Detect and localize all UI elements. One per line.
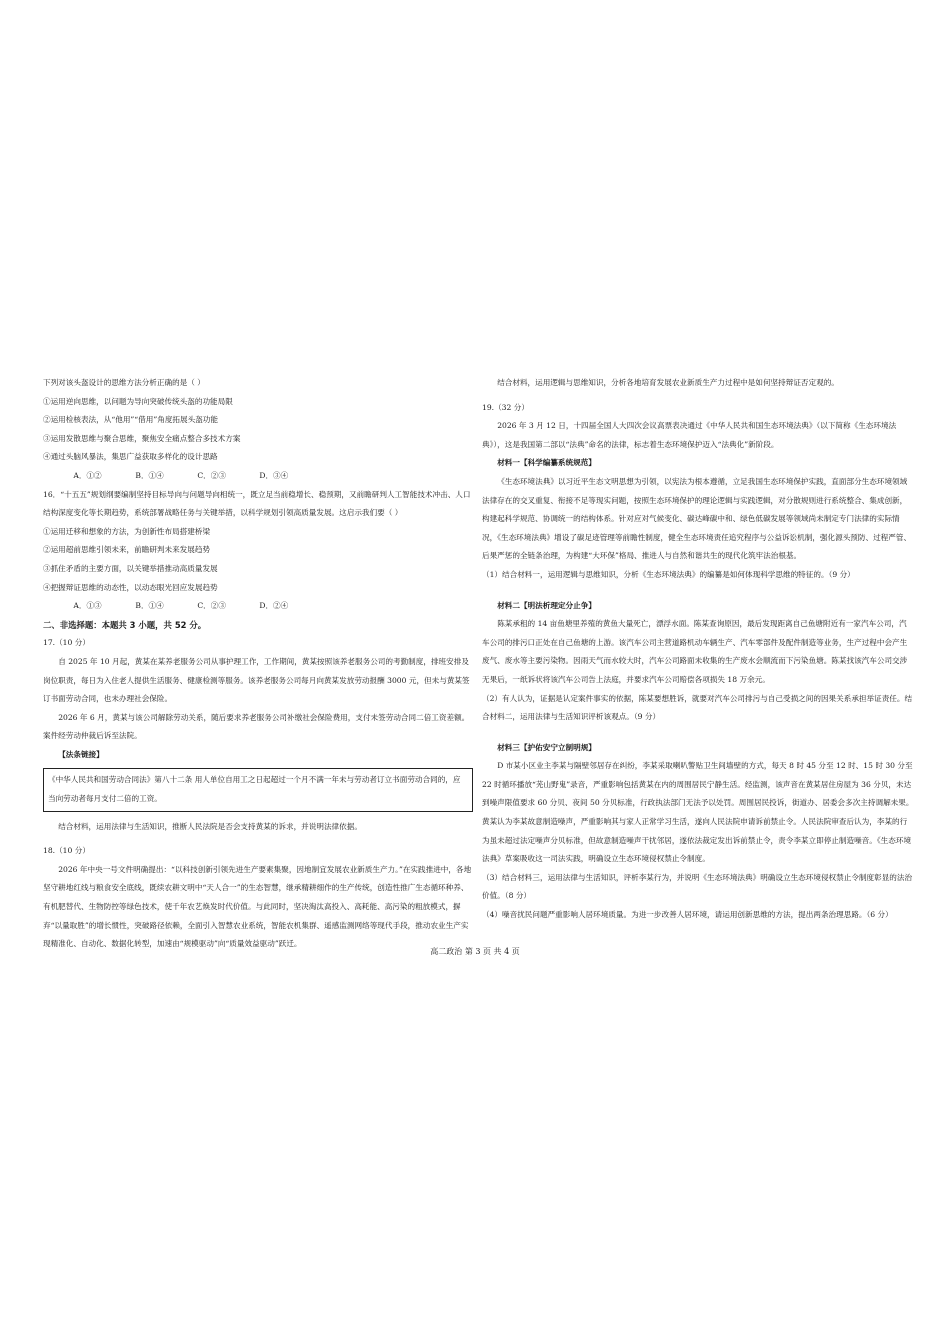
q15-option-3: ③运用发散思维与聚合思维，聚焦安全痛点整合多技术方案 <box>43 433 241 443</box>
q15-stem: 下列对该头盔设计的思维方法分析正确的是（ ） <box>43 378 205 387</box>
q19-sub-3: （3）结合材料三，运用法律与生活知识，评析李某行为，并说明《生态环境法典》明确设立生态环境侵权禁止令制度彰显的法治价值。（8 分） <box>482 872 913 901</box>
q18-paragraph-1: 2026 年中央一号文件明确提出：“以科技创新引领先进生产要素集聚，因地制宜发展农业新质生产力。”在实践推进中，各地坚守耕地红线与粮食安全底线，既续农耕文明中“天人合一”的生态智慧，继承精耕细作的生产传统，创造性推广生态循环种养、有机肥替代、生物防控等绿色技术，使千年农艺焕发时代价值。与此同时，坚决淘汰高投入、高耗能、高污染的粗放模式，摒弃“以量取胜”的增长惯性，突破路径依赖，全面引入智慧农业系统，智能农机集群、遥感监测网络等现代手段，推动农业生产实现精准化、自动化、数据化转型，加速由“规模驱动”向“质量效益驱动”跃迁。 <box>43 864 472 949</box>
material-1-text: 《生态环境法典》以习近平生态文明思想为引领，以宪法为根本遵循，立足我国生态环境保护实践，直面部分生态环境领域法律存在的交叉重复、衔接不足等现实问题，按照生态环境保护的理论逻辑与实践逻辑，对分散规则进行系统整合、集成创新，构建起科学规范、协调统一的结构体系。针对应对气候变化、碳达峰碳中和、绿色低碳发展等领域尚未制定专门法律的实际情况，《生态环境法典》增设了碳足迹管理等前瞻性制度，健全生态环境责任追究程序与公益诉讼机制，强化源头预防、过程严管、后果严惩的全链条治理，为构建“大环保”格局、推进人与自然和谐共生的现代化筑牢法治根基。 <box>482 476 912 561</box>
q16-choice-d: D．②④ <box>259 601 289 611</box>
q16-option-4: ④把握辩证思维的动态性，以动态眼光回应发展趋势 <box>43 582 218 592</box>
material-3-title: 材料三【护佑安宁立制明规】 <box>497 742 596 752</box>
section-heading: 二、非选择题：本题共 3 小题，共 52 分。 <box>43 619 207 630</box>
q19-paragraph-1: 2026 年 3 月 12 日，十四届全国人大四次会议高票表决通过《中华人民共和国生态环境法典》（以下简称《生态环境法典》），这是我国第二部以“法典”命名的法律，标志着生态环境保护迈入“法典化”新阶段。 <box>482 421 897 449</box>
material-2-title: 材料二【明法析理定分止争】 <box>497 600 596 610</box>
q15-choice-a: A．①② <box>73 470 102 480</box>
q16-option-1: ①运用迁移和想象的方法，为创新性布局搭建桥梁 <box>43 526 211 536</box>
q18-heading: 18.（10 分） <box>43 846 90 856</box>
q16-choice-c: C．②③ <box>197 601 226 611</box>
q19-heading: 19.（32 分） <box>482 402 529 412</box>
q15-option-1: ①运用逆向思维，以问题为导向突破传统头盔的功能局限 <box>43 396 233 406</box>
q16-option-2: ②运用超前思维引领未来，前瞻研判未来发展趋势 <box>43 545 211 555</box>
q15-choice-c: C．②③ <box>197 470 226 480</box>
q17-law-box <box>43 768 473 811</box>
material-3-text: D 市某小区业主李某与隔壁邻居存在纠纷，李某采取喇叭警贴卫生间墙壁的方式，每天 8 时 45 分至 12 时、15 时 30 分至 22 时循环播放“芜山野鬼”录音，严重影响包括黄某在内的周围居民宁静生活。经监测，该声音在黄某居住房屋为 36 分贝，未达到噪声限值要求 60 分贝、夜间 50 分贝标准，行政执法部门无法予以处罚。周围居民投诉，街道办、居委会多次主持调解未果。黄某认为李某故意制造噪声，严重影响其与家人正常学习生活，遂向人民法院申请诉前禁止令。人民法院审查后认为，李某的行为虽未超过法定噪声分贝标准，但故意制造噪声干扰邻居，遂依法裁定发出诉前禁止令，责令李某立即停止制造噪音。《生态环境法典》草案吸收这一司法实践，明确设立生态环境侵权禁止令制度。 <box>482 761 914 864</box>
q15-choice-d: D．③④ <box>259 470 289 480</box>
q17-question: 结合材料，运用法律与生活知识，推断人民法院是否会支持黄某的诉求，并说明法律依据。 <box>58 821 362 831</box>
page-footer: 高二政治 第 3 页 共 4 页 <box>430 947 520 956</box>
q16-choices <box>43 597 473 616</box>
q15-option-2: ②运用检核表法，从“他用”“借用”角度拓展头盔功能 <box>43 415 218 425</box>
q17-heading: 17.（10 分） <box>43 638 90 648</box>
q16-stem: 16．“十五五”规划纲要编制坚持目标导向与问题导向相统一，既立足当前稳增长、稳预期，又前瞻研判人工智能技术冲击、人口结构深度变化等长期趋势，系统部署战略任务与关键举措，以科学规划引领高质量发展。这启示我们要（ ） <box>43 489 471 518</box>
q15-choices <box>43 467 473 486</box>
q15-choice-b: B．①④ <box>135 470 164 480</box>
q15-option-4: ④通过头脑风暴法，集思广益获取多样化的设计思路 <box>43 452 218 462</box>
left-column <box>43 374 473 954</box>
q16-choice-b: B．①④ <box>135 601 164 611</box>
q17-law-text: 《中华人民共和国劳动合同法》第八十二条 用人单位自用工之日起超过一个月不满一年未与劳动者订立书面劳动合同的，应当向劳动者每月支付二倍的工资。 <box>48 775 461 804</box>
q17-paragraph-1: 自 2025 年 10 月起，黄某在某养老服务公司从事护理工作，工作期间，黄某按照该养老服务公司的考勤制度，排班安排及岗位职责，每日为入住老人提供生活服务、健康检测等服务。该养老服务公司每月向黄某发放劳动报酬 3000 元，但未与黄某签订书面劳动合同，也未办理社会保险。 <box>43 656 470 704</box>
q19-sub-4: （4）噪音扰民问题严重影响人居环境质量。为进一步改善人居环境，请运用创新思维的方法，提出两条治理思路。（6 分） <box>482 910 893 920</box>
q18-question: 结合材料，运用逻辑与思维知识，分析各地培育发展农业新质生产力过程中是如何坚持辩证否定观的。 <box>497 378 839 387</box>
material-2-text: 陈某承租的 14 亩鱼塘里养殖的黄鱼大量死亡，漂浮水面。陈某查询原因，最后发现距离自己鱼塘附近有一家汽车公司，汽车公司的排污口正处在自己鱼塘的上游。该汽车公司主营道路机动车辆生产、汽车零部件及配件制造等业务，生产过程中会产生废气、废水等主要污染物。因雨天气而水较大时，汽车公司路面未收集的生产废水会顺流而下污染鱼塘。陈某找该汽车公司交涉无果后，一纸诉状将该汽车公司告上法庭，并要求汽车公司赔偿各项损失 18 万余元。 <box>482 619 908 684</box>
q16-choice-a: A．①③ <box>73 601 102 611</box>
material-1-title: 材料一【科学编纂系统规范】 <box>497 458 596 468</box>
q17-paragraph-2: 2026 年 6 月，黄某与该公司解除劳动关系，随后要求养老服务公司补缴社会保险费用，支付未签劳动合同二倍工资差额。案件经劳动仲裁后诉至法院。 <box>43 712 470 741</box>
q17-law-label: 【法条链接】 <box>58 749 104 759</box>
q16-option-3: ③抓住矛盾的主要方面，以关键举措推动高质量发展 <box>43 563 218 573</box>
q19-sub-1: （1）结合材料一，运用逻辑与思维知识，分析《生态环境法典》的编纂是如何体现科学思维的特征的。（9 分） <box>482 569 855 579</box>
right-column <box>482 374 914 925</box>
q19-sub-2: （2）有人认为，证据是认定案件事实的依据，陈某要想胜诉，就要对汽车公司排污与自己受损之间的因果关系承担举证责任。结合材料二，运用法律与生活知识评析该观点。（9 分） <box>482 693 913 722</box>
